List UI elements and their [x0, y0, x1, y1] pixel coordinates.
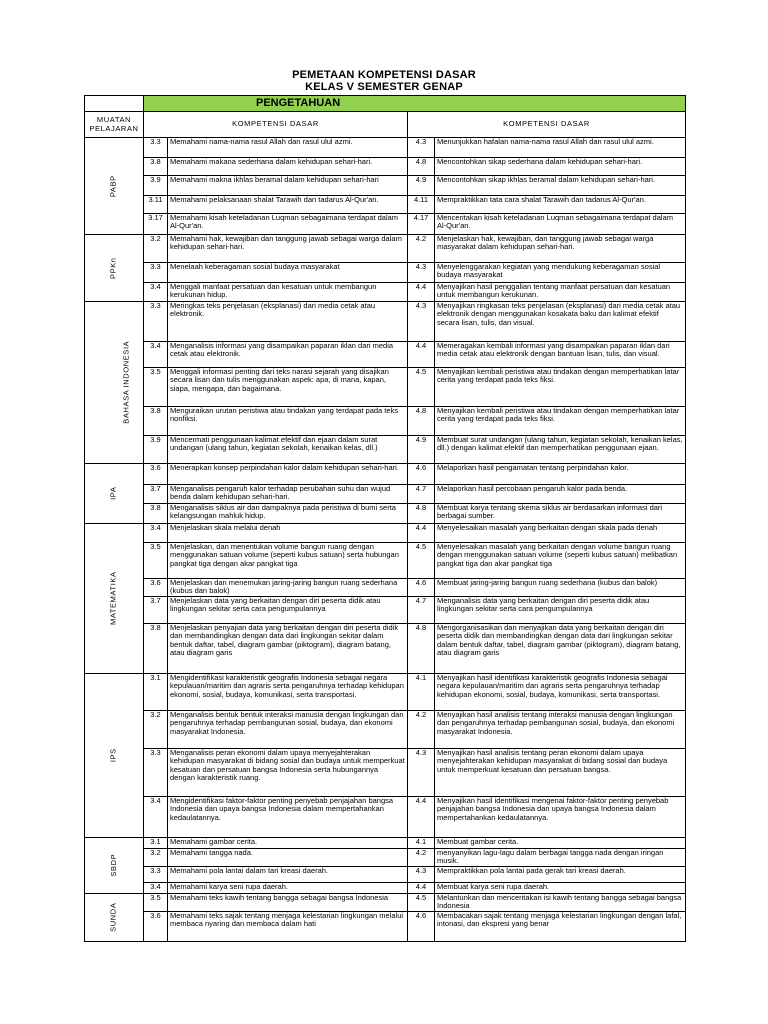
kd-keterampilan-text: Menyajikan kembali peristiwa atau tindakan dengan memperhatikan latar cerita yang terdapat pada teks fiksi.	[435, 407, 686, 436]
kd-keterampilan-number: 4.8	[408, 158, 435, 176]
kd-pengetahuan-text: Menguraikan urutan peristiwa atau tindakan yang terdapat pada teks nonfiksi.	[168, 407, 408, 436]
kd-pengetahuan-text: Mengidentifikasi karakteristik geografis Indonesia sebagai negara kepulauan/maritim dan agraris serta pengaruhnya terhadap kehidupan ekonomi, sosial, budaya, komunikasi, serta transportasi.	[168, 674, 408, 711]
subject-cell	[85, 524, 144, 674]
kd-pengetahuan-text: Menjelaskan data yang berkaitan dengan diri peserta didik atau lingkungan sekitar serta cara pengumpulannya	[168, 597, 408, 624]
subject-cell	[85, 838, 144, 894]
kd-keterampilan-number: 4.3	[408, 867, 435, 883]
kd-pengetahuan-number: 3.4	[144, 797, 168, 838]
kd-pengetahuan-text: Memahami pola lantai dalam tari kreasi daerah.	[168, 867, 408, 883]
kd-keterampilan-text: Menyajikan hasil identifikasi karakteristik geografis Indonesia sebagai negara kepulauan/maritim dan agraris serta pengaruhnya terhadap kehidupan ekonomi, sosial, budaya, komunikasi, serta transportasi.	[435, 674, 686, 711]
subject-cell	[85, 235, 144, 302]
table-row	[85, 579, 686, 597]
kd-pengetahuan-text: Menganalisis siklus air dan dampaknya pada peristiwa di bumi serta kelangsungan mahluk hidup.	[168, 504, 408, 524]
kd-pengetahuan-text: Menerapkan konsep perpindahan kalor dalam kehidupan sehari-hari.	[168, 464, 408, 485]
kd-pengetahuan-text: Memahami teks kawih tentang bangga sebagai bangsa Indonesia	[168, 894, 408, 912]
kd-keterampilan-text: menyanyikan lagu-lagu dalam berbagai tangga nada dengan iringan musik.	[435, 849, 686, 867]
kd-pengetahuan-number: 3.3	[144, 263, 168, 283]
kd-pengetahuan-number: 3.6	[144, 912, 168, 942]
kd-pengetahuan-number: 3.7	[144, 597, 168, 624]
kd-keterampilan-number: 4.6	[408, 912, 435, 942]
kd-pengetahuan-text: Mencermati penggunaan kalimat efektif dan ejaan dalam surat undangan (ulang tahun, kegiatan sekolah, kenaikan kelas, dll.)	[168, 436, 408, 464]
kd-pengetahuan-text: Menganalisis informasi yang disampaikan paparan iklan dari media cetak atau elektronik.	[168, 342, 408, 368]
kd-pengetahuan-number: 3.4	[144, 883, 168, 894]
subject-name: PABP	[108, 175, 118, 197]
kd-keterampilan-text: Mencontohkan sikap sederhana dalam kehidupan sehari-hari.	[435, 158, 686, 176]
kd-keterampilan-text: Membuat karya tentang skema siklus air berdasarkan informasi dari berbagai sumber.	[435, 504, 686, 524]
table-row	[85, 302, 686, 342]
kd-pengetahuan-number: 3.2	[144, 849, 168, 867]
kd-keterampilan-text: Mengorganisasikan dan menyajikan data yang berkaitan dengan diri peserta didik dan membandingkan dengan data dari lingkungan sekitar dalam bentuk daftar, tabel, diagram gambar (piktogram), diagram batang, atau diagram garis	[435, 624, 686, 674]
kd-pengetahuan-text: Memahami karya seni rupa daerah.	[168, 883, 408, 894]
kd-keterampilan-number: 4.7	[408, 485, 435, 504]
kd-keterampilan-number: 4.17	[408, 214, 435, 235]
kd-pengetahuan-number: 3.9	[144, 436, 168, 464]
subject-name: BAHASA INDONESIA	[121, 341, 131, 424]
table-row	[85, 711, 686, 749]
table-row	[85, 674, 686, 711]
kd-pengetahuan-number: 3.5	[144, 543, 168, 579]
kd-keterampilan-text: Menyajikan ringkasan teks penjelasan (eksplanasi) dari media cetak atau elektronik dengan menggunakan kosakata baku dan kalimat efektif secara lisan, tulis, dan visual.	[435, 302, 686, 342]
kd-keterampilan-text: Menjelaskan hak, kewajiban, dan tanggung jawab sebagai warga masyarakat dalam kehidupan sehari-hari.	[435, 235, 686, 263]
kd-keterampilan-number: 4.4	[408, 883, 435, 894]
kd-keterampilan-text: Menganalisis data yang berkaitan dengan diri peserta didik atau lingkungan sekitar serta cara pengumpulannya	[435, 597, 686, 624]
kd-pengetahuan-number: 3.1	[144, 674, 168, 711]
table-row	[85, 883, 686, 894]
kd-keterampilan-text: Menyelenggarakan kegiatan yang mendukung keberagaman sosial budaya masyarakat	[435, 263, 686, 283]
kd-pengetahuan-number: 3.8	[144, 504, 168, 524]
kd-keterampilan-text: Membuat gambar cerita.	[435, 838, 686, 849]
kd-pengetahuan-text: Memahami makana sederhana dalam kehidupan sehari-hari.	[168, 158, 408, 176]
kd-keterampilan-text: Menyajikan hasil analisis tentang peran ekonomi dalam upaya menyejahterakan kehidupan masyarakat di bidang sosial dan budaya untuk memperkuat kesatuan dan persatuan bangsa.	[435, 749, 686, 797]
kd-pengetahuan-number: 3.3	[144, 867, 168, 883]
kd-pengetahuan-number: 3.7	[144, 485, 168, 504]
kd-keterampilan-number: 4.4	[408, 797, 435, 838]
table-row	[85, 624, 686, 674]
kd-pengetahuan-text: Memahami nama-nama rasul Allah dan rasul ulul azmi.	[168, 138, 408, 158]
kd-pengetahuan-number: 3.9	[144, 176, 168, 196]
kd-keterampilan-number: 4.11	[408, 196, 435, 214]
kd-keterampilan-number: 4.1	[408, 674, 435, 711]
kd-keterampilan-number: 4.2	[408, 849, 435, 867]
table-row	[85, 597, 686, 624]
kd-pengetahuan-text: Memahami teks sajak tentang menjaga kelestarian lingkungan melalui membaca nyaring dan membaca dalam hati	[168, 912, 408, 942]
subject-name: MATEMATIKA	[108, 571, 118, 626]
kd-keterampilan-text: Menyelesaikan masalah yang berkaitan dengan volume bangun ruang dengan menggunakan satuan volume (seperti kubus satuan) melibatkan pangkat tiga dan akar pangkat tiga	[435, 543, 686, 579]
table-row	[85, 235, 686, 263]
kd-keterampilan-number: 4.8	[408, 407, 435, 436]
kd-keterampilan-text: Melantunkan dan menceritakan isi kawih tentang bangga sebagai bangsa Indonesia	[435, 894, 686, 912]
kd-keterampilan-text: Mencontohkan sikap ikhlas beramal dalam kehidupan sehari-hari.	[435, 176, 686, 196]
kd-pengetahuan-text: Memahami kisah keteladanan Luqman sebagaimana terdapat dalam Al-Qur'an.	[168, 214, 408, 235]
kd-keterampilan-text: Mempraktikkan tata cara shalat Tarawih dan tadarus Al-Qur'an.	[435, 196, 686, 214]
kd-pengetahuan-text: Menjelaskan penyajian data yang berkaitan dengan diri peserta didik dan membandingkan dengan data dari lingkungan sekitar dalam bentuk daftar, tabel, diagram gambar (piktogram), diagram batang, atau diagram garis	[168, 624, 408, 674]
kd-keterampilan-number: 4.8	[408, 504, 435, 524]
kd-keterampilan-number: 4.3	[408, 263, 435, 283]
kd-keterampilan-text: Melaporkan hasil pengamatan tentang perpindahan kalor.	[435, 464, 686, 485]
kd-keterampilan-number: 4.6	[408, 579, 435, 597]
subject-name: SUNDA	[108, 902, 118, 933]
kd-pengetahuan-text: Menganalisis pengaruh kalor terhadap perubahan suhu dan wujud benda dalam kehidupan sehari-hari.	[168, 485, 408, 504]
table-row	[85, 368, 686, 407]
kd-keterampilan-text: Menyajikan kembali peristiwa atau tindakan dengan memperhatikan latar cerita yang terdapat pada teks fiksi.	[435, 368, 686, 407]
kd-pengetahuan-number: 3.2	[144, 711, 168, 749]
subject-cell	[85, 464, 144, 524]
kd-keterampilan-number: 4.8	[408, 624, 435, 674]
table-row	[85, 838, 686, 849]
kd-pengetahuan-number: 3.6	[144, 579, 168, 597]
kd-keterampilan-number: 4.6	[408, 464, 435, 485]
table-row	[85, 138, 686, 158]
kd-pengetahuan-number: 3.1	[144, 838, 168, 849]
kd-keterampilan-text: Membuat jaring-jaring bangun ruang sederhana (kubus dan balok)	[435, 579, 686, 597]
kd-keterampilan-number: 4.5	[408, 894, 435, 912]
header-kd-pengetahuan: KOMPETENSI DASAR	[144, 112, 408, 138]
kd-keterampilan-number: 4.2	[408, 235, 435, 263]
kd-pengetahuan-text: Mengidentifikasi faktor-faktor penting penyebab penjajahan bangsa Indonesia dan upaya bangsa Indonesia dalam mempertahankan kedaulatannya.	[168, 797, 408, 838]
subject-cell	[85, 302, 144, 464]
kd-pengetahuan-text: Memahami pelaksanaan shalat Tarawih dan tadarus Al-Qur'an.	[168, 196, 408, 214]
kd-pengetahuan-text: Memahami makna ikhlas beramal dalam kehidupan sehari-hari	[168, 176, 408, 196]
kd-pengetahuan-number: 3.3	[144, 138, 168, 158]
kd-pengetahuan-number: 3.4	[144, 524, 168, 543]
kd-keterampilan-text: Menunjukkan hafalan nama-nama rasul Allah dan rasul ulul azmi.	[435, 138, 686, 158]
kd-keterampilan-number: 4.5	[408, 543, 435, 579]
kd-keterampilan-text: Menyelesaikan masalah yang berkaitan dengan skala pada denah	[435, 524, 686, 543]
table-row	[85, 214, 686, 235]
kd-pengetahuan-text: Menggali manfaat persatuan dan kesatuan untuk membangun kerukunan hidup.	[168, 283, 408, 302]
table-row	[85, 342, 686, 368]
kd-keterampilan-text: Mempraktikkan pola lantai pada gerak tari kreasi daerah.	[435, 867, 686, 883]
table-row	[85, 524, 686, 543]
pengetahuan-blank-cell	[85, 96, 144, 112]
page-title-line2: KELAS V SEMESTER GENAP	[305, 81, 463, 93]
kd-pengetahuan-number: 3.3	[144, 302, 168, 342]
kd-keterampilan-text: Menyajikan hasil analisis tentang interaksi manusia dengan lingkungan dan pengaruhnya terhadap pembangunan sosial, budaya, dan ekonomi masyarakat Indonesia.	[435, 711, 686, 749]
kd-mapping-table	[84, 95, 686, 942]
kd-keterampilan-text: Membuat surat undangan (ulang tahun, kegiatan sekolah, kenaikan kelas, dll.) dengan kalimat efektif dan memperhatikan penggunaan ejaan.	[435, 436, 686, 464]
header-row	[85, 112, 686, 138]
subject-cell	[85, 138, 144, 235]
kd-pengetahuan-text: Menganalisis peran ekonomi dalam upaya menyejahterakan kehidupan masyarakat di bidang sosial dan budaya untuk memperkuat kesatuan dan persatuan bangsa Indonesia serta hubungannya dengan karakteristik ruang.	[168, 749, 408, 797]
kd-pengetahuan-number: 3.8	[144, 624, 168, 674]
subject-cell	[85, 674, 144, 838]
table-row	[85, 407, 686, 436]
kd-pengetahuan-text: Menjelaskan dan menemukan jaring-jaring bangun ruang sederhana (kubus dan balok)	[168, 579, 408, 597]
kd-keterampilan-text: Melaporkan hasil percobaan pengaruh kalor pada benda.	[435, 485, 686, 504]
table-row	[85, 436, 686, 464]
kd-keterampilan-number: 4.5	[408, 368, 435, 407]
kd-pengetahuan-number: 3.4	[144, 342, 168, 368]
kd-keterampilan-text: Menceritakan kisah keteladanan Luqman sebagaimana terdapat dalam Al-Qur'an.	[435, 214, 686, 235]
kd-keterampilan-number: 4.1	[408, 838, 435, 849]
table-row	[85, 158, 686, 176]
pengetahuan-label: PENGETAHUAN	[144, 96, 686, 112]
page-title-line1: PEMETAAN KOMPETENSI DASAR	[292, 69, 476, 81]
table-row	[85, 849, 686, 867]
kd-keterampilan-number: 4.4	[408, 342, 435, 368]
table-row	[85, 196, 686, 214]
kd-keterampilan-number: 4.3	[408, 749, 435, 797]
table-row	[85, 749, 686, 797]
table-row	[85, 464, 686, 485]
kd-keterampilan-number: 4.4	[408, 524, 435, 543]
subject-name: PPKn	[108, 257, 118, 279]
kd-pengetahuan-number: 3.8	[144, 407, 168, 436]
kd-keterampilan-text: Membacakan sajak tentang menjaga kelestarian lingkungan dengan lafal, intonasi, dan ekspresi yang benar	[435, 912, 686, 942]
table-row	[85, 176, 686, 196]
table-row	[85, 543, 686, 579]
kd-pengetahuan-number: 3.5	[144, 368, 168, 407]
subject-name: IPS	[108, 748, 118, 763]
kd-pengetahuan-number: 3.17	[144, 214, 168, 235]
table-row	[85, 504, 686, 524]
kd-pengetahuan-text: Memahami tangga nada.	[168, 849, 408, 867]
pengetahuan-row	[85, 96, 686, 112]
subject-name: IPA	[108, 486, 118, 501]
kd-pengetahuan-number: 3.3	[144, 749, 168, 797]
subject-cell	[85, 894, 144, 942]
kd-pengetahuan-number: 3.8	[144, 158, 168, 176]
kd-keterampilan-number: 4.7	[408, 597, 435, 624]
kd-pengetahuan-text: Menjelaskan, dan menentukan volume bangun ruang dengan menggunakan satuan volume (seperti kubus satuan) serta hubungan pangkat tiga dengan akar pangkat tiga	[168, 543, 408, 579]
kd-pengetahuan-number: 3.2	[144, 235, 168, 263]
header-muatan: MUATAN PELAJARAN	[85, 112, 144, 138]
kd-keterampilan-text: Menyajikan hasil identifikasi mengenai faktor-faktor penting penyebab penjajahan bangsa Indonesia dan upaya bangsa Indonesia dalam mempertahankan kedaulatannya.	[435, 797, 686, 838]
table-row	[85, 894, 686, 912]
kd-keterampilan-number: 4.3	[408, 302, 435, 342]
kd-pengetahuan-text: Menganalisis bentuk bentuk interaksi manusia dengan lingkungan dan pengaruhnya terhadap pembangunan sosial, budaya, dan ekonomi masyarakat Indonesia.	[168, 711, 408, 749]
table-row	[85, 797, 686, 838]
header-kd-keterampilan: KOMPETENSI DASAR	[408, 112, 686, 138]
kd-keterampilan-number: 4.2	[408, 711, 435, 749]
table-row	[85, 912, 686, 942]
kd-pengetahuan-number: 3.11	[144, 196, 168, 214]
kd-keterampilan-number: 4.9	[408, 436, 435, 464]
kd-pengetahuan-text: Menggali informasi penting dari teks narasi sejarah yang disajikan secara lisan dan tulis menggunakan aspek: apa, di mana, kapan, siapa, mengapa, dan bagaimana.	[168, 368, 408, 407]
kd-pengetahuan-text: Menelaah keberagaman sosial budaya masyarakat	[168, 263, 408, 283]
kd-pengetahuan-text: Memahami gambar cerita.	[168, 838, 408, 849]
subject-name: SBDP	[108, 854, 118, 877]
kd-keterampilan-text: Memeragakan kembali informasi yang disampaikan paparan iklan dari media cetak atau elektronik dengan bantuan lisan, tulis, dan visual.	[435, 342, 686, 368]
kd-keterampilan-number: 4.9	[408, 176, 435, 196]
kd-keterampilan-text: Membuat karya seni rupa daerah.	[435, 883, 686, 894]
table-row	[85, 263, 686, 283]
kd-pengetahuan-number: 3.6	[144, 464, 168, 485]
kd-pengetahuan-number: 3.5	[144, 894, 168, 912]
kd-pengetahuan-text: Meringkas teks penjelasan (eksplanasi) dari media cetak atau elektronik.	[168, 302, 408, 342]
kd-keterampilan-number: 4.3	[408, 138, 435, 158]
kd-pengetahuan-text: Memahami hak, kewajiban dan tanggung jawab sebagai warga dalam kehidupan sehari-hari.	[168, 235, 408, 263]
kd-keterampilan-text: Menyajikan hasil penggalian tentang manfaat persatuan dan kesatuan untuk membangun kerukunan.	[435, 283, 686, 302]
table-row	[85, 867, 686, 883]
kd-pengetahuan-number: 3.4	[144, 283, 168, 302]
kd-keterampilan-number: 4.4	[408, 283, 435, 302]
table-row	[85, 283, 686, 302]
table-row	[85, 485, 686, 504]
kd-pengetahuan-text: Menjelaskan skala melalui denah	[168, 524, 408, 543]
